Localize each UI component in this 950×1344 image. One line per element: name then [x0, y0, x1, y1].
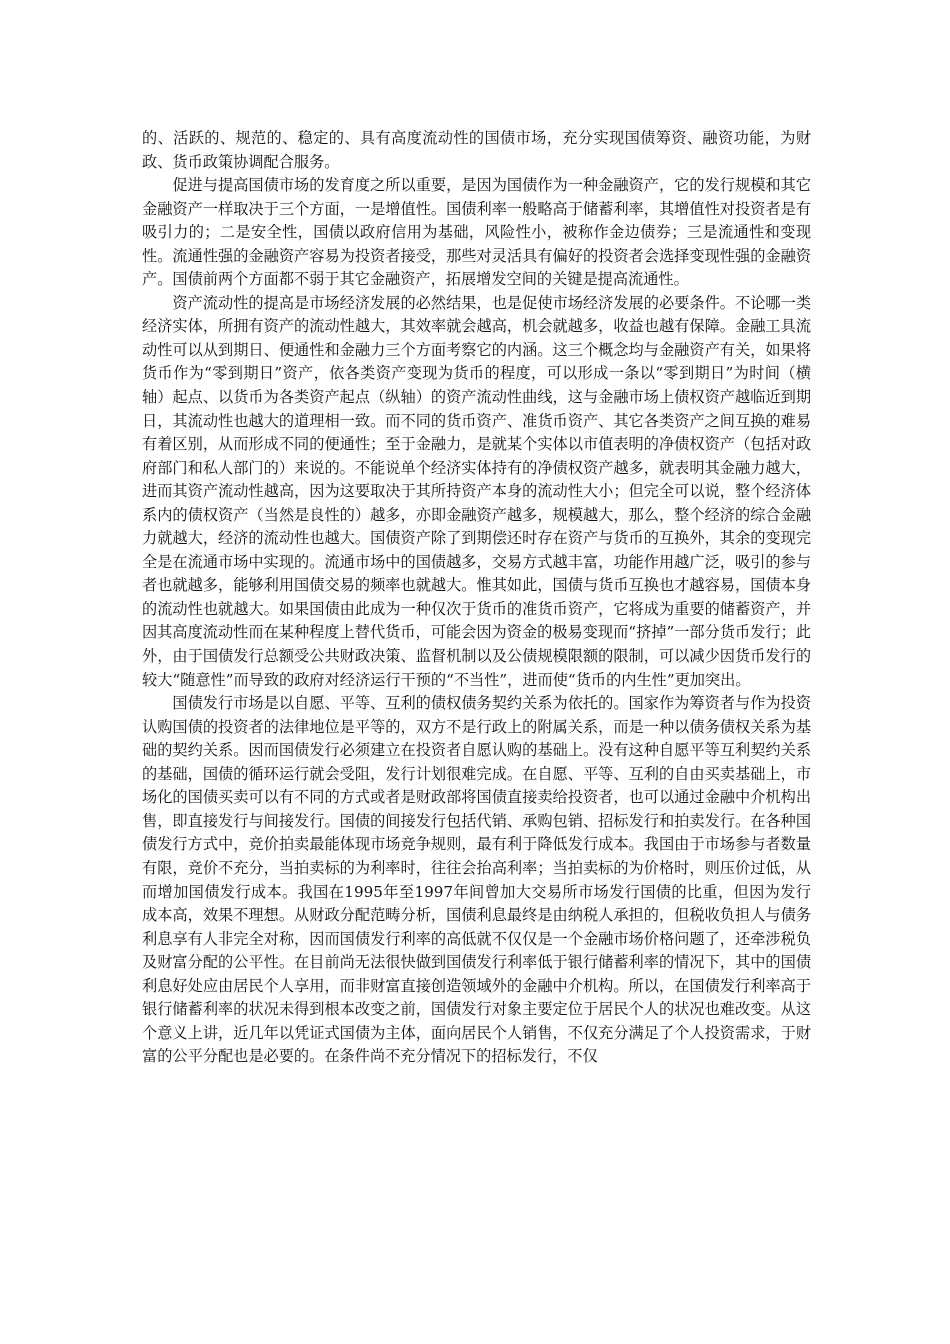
paragraph-bond-issuance-market: 国债发行市场是以自愿、平等、互利的债权债务契约关系为依托的。国家作为筹资者与作为投资认购国债的投资者的法律地位是平等的，双方不是行政上的附属关系，而是一种以债务债权关系为基础的契约关系。因而国债发行必须建立在投资者自愿认购的基础上。没有这种自愿平等互利契约关系的基础，国债的循环运行就会受阻，发行计划很难完成。在自愿、平等、互利的自由买卖基础上，市场化的国债买卖可以有不同的方式或者是财政部将国债直接卖给投资者，也可以通过金融中介机构出售，即直接发行与间接发行。国债的间接发行包括代销、承购包销、招标发行和拍卖发行。在各种国债发行方式中，竞价拍卖最能体现市场竞争规则，最有利于降低发行成本。我国由于市场参与者数量有限，竞价不充分，当拍卖标的为利率时，往往会抬高利率；当拍卖标的为价格时，则压价过低，从而增加国债发行成本。我国在1995年至1997年间曾加大交易所市场发行国债的比重，但因为发行成本高，效果不理想。从财政分配范畴分析，国债利息最终是由纳税人承担的，但税收负担人与债务利息享有人非完全对称，因而国债发行利率的高低就不仅仅是一个金融市场价格问题了，还牵涉税负及财富分配的公平性。在目前尚无法很快做到国债发行利率低于银行储蓄利率的情况下，其中的国债利息好处应由居民个人享用，而非财富直接创造领域外的金融中介机构。所以，在国债发行利率高于银行储蓄利率的状况未得到根本改变之前，国债发行对象主要定位于居民个人的状况也难改变。从这个意义上讲，近几年以凭证式国债为主体，面向居民个人销售，不仅充分满足了个人投资需求，于财富的公平分配也是必要的。在条件尚不充分情况下的招标发行，不仅	[142, 694, 811, 1066]
paragraph-bond-market-development: 促进与提高国债市场的发育度之所以重要，是因为国债作为一种金融资产，它的发行规模和其它金融资产一样取决于三个方面，一是增值性。国债利率一般略高于储蓄利率，其增值性对投资者是有吸引力的；二是安全性，国债以政府信用为基础，风险性小，被称作金边债券；三是流通性和变现性。流通性强的金融资产容易为投资者接受，那些对灵活具有偏好的投资者会选择变现性强的金融资产。国债前两个方面都不弱于其它金融资产，拓展增发空间的关键是提高流通性。	[142, 176, 811, 289]
paragraph-asset-liquidity: 资产流动性的提高是市场经济发展的必然结果，也是促使市场经济发展的必要条件。不论哪一类经济实体，所拥有资产的流动性越大，其效率就会越高，机会就越多，收益也越有保障。金融工具流动性可以从到期日、便通性和金融力三个方面考察它的内涵。这三个概念均与金融资产有关，如果将货币作为“零到期日”资产，依各类资产变现为货币的程度，可以形成一条以“零到期日”为时间（横轴）起点、以货币为各类资产起点（纵轴）的资产流动性曲线，这与金融市场上债权资产越临近到期日，其流动性也越大的道理相一致。而不同的货币资产、准货币资产、其它各类资产之间互换的难易有着区别，从而形成不同的便通性；至于金融力，是就某个实体以市值表明的净债权资产（包括对政府部门和私人部门的）来说的。不能说单个经济实体持有的净债权资产越多，就表明其金融力越大，进而其资产流动性越高，因为这要取决于其所持资产本身的流动性大小；但完全可以说，整个经济体系内的债权资产（当然是良性的）越多，亦即金融资产越多，规模越大，那么，整个经济的综合金融力就越大，经济的流动性也越大。国债资产除了到期偿还时存在资产与货币的互换外，其余的变现完全是在流通市场中实现的。流通市场中的国债越多，交易方式越丰富，功能作用越广泛，吸引的参与者也就越多，能够利用国债交易的频率也就越大。惟其如此，国债与货币互换也才越容易，国债本身的流动性也就越大。如果国债由此成为一种仅次于货币的准货币资产，它将成为重要的储蓄资产，并因其高度流动性而在某种程度上替代货币，可能会因为资金的极易变现而“挤掉”一部分货币发行；此外，由于国债发行总额受公共财政决策、监督机制以及公债规模限额的限制，可以减少因货币发行的较大“随意性”而导致的政府对经济运行干预的“不当性”，进而使“货币的内生性”更加突出。	[142, 293, 811, 689]
paragraph-continued: 的、活跃的、规范的、稳定的、具有高度流动性的国债市场，充分实现国债筹资、融资功能，为财政、货币政策协调配合服务。	[142, 129, 811, 171]
document-body	[142, 127, 811, 1069]
